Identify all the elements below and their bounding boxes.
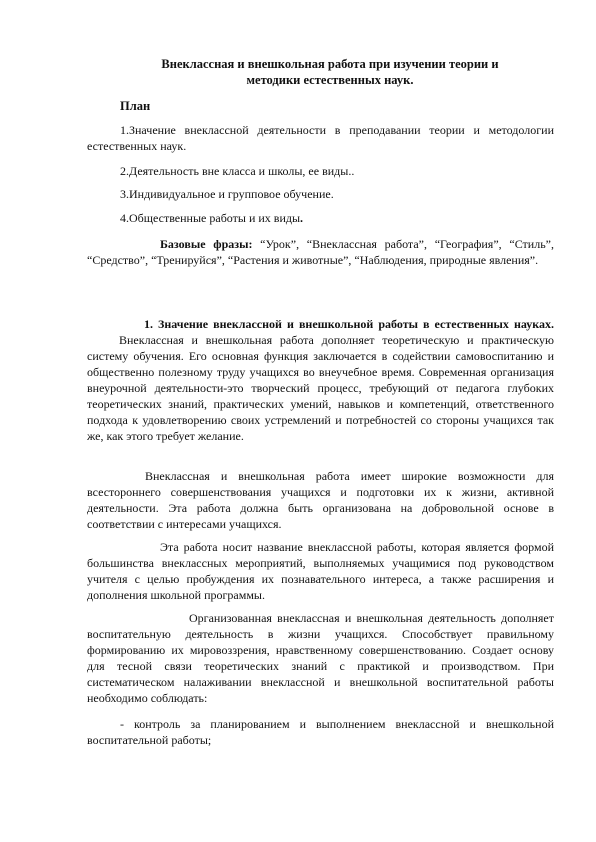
title-line-2: методики естественных наук. <box>246 73 414 87</box>
section-1-paragraph-2: Внеклассная и внешкольная работа имеет широкие возможности для всестороннего совершенствования учащихся и подготовки их к жизни, активной деятельности. Эта работа должна быть организована на добровольной основе в соответствии с интересами учащихся. <box>87 469 554 531</box>
section-1-intro <box>87 316 554 444</box>
key-phrases-text: “Урок”, “Внеклассная работа”, “География”, “Стиль”, “Средство”, “Тренируйся”, “Растения и животные”, “Наблюдения, природные явления”. <box>87 237 554 267</box>
plan-item-4 <box>87 210 554 226</box>
key-phrases <box>87 236 554 268</box>
key-phrases-label: Базовые фразы: <box>160 237 253 251</box>
section-1-paragraph-1: Внеклассная и внешкольная работа дополняет теоретическую и практическую систему обучения. Его основная функция заключается в содействии самовоспитанию и общественно полезному труду учащихся во внеучебное время. Современная организация внеурочной деятельности-это творческий процесс, требующий от педагога глубоких теоретических знаний, практических умений, навыков и компетенций, ответственного подхода к удовлетворению своих устремлений и потребностей со стороны учащихся так же, как этого требует желание. <box>87 333 554 443</box>
document-title <box>120 56 540 88</box>
plan-item-1: 1.Значение внеклассной деятельности в преподавании теории и методологии естественных наук. <box>87 123 554 153</box>
title-line-1: Внеклассная и внешкольная работа при изучении теории и <box>161 57 499 71</box>
plan-item-3: 3.Индивидуальное и групповое обучение. <box>120 187 334 201</box>
section-1-paragraph-5: - контроль за планированием и выполнением внеклассной и внешкольной воспитательной работы; <box>87 717 554 747</box>
section-1-heading: 1. Значение внеклассной и внешкольной работы в естественных науках. <box>144 317 554 331</box>
plan-item-2: 2.Деятельность вне класса и школы, ее виды.. <box>120 164 355 178</box>
section-1-paragraph-3: Эта работа носит название внеклассной работы, которая является формой большинства внеклассных мероприятий, выполняемых учащимися под руководством учителя с целью пробуждения их познавательного интереса, а также расширения и дополнения школьной программы. <box>87 540 554 602</box>
section-1-paragraph-4: Организованная внеклассная и внешкольная деятельность дополняет воспитательную деятельность в жизни учащихся. Способствует правильному формированию их мировоззрения, нравственному совершенствованию. Создает основу для тесной связи теоретических знаний с практикой и производством. При систематическом налаживании внеклассной и внешкольной воспитательной работы необходимо соблюдать: <box>87 611 554 705</box>
plan-item-4-text: 4.Общественные работы и их виды <box>120 211 301 225</box>
plan-item-4-dot: . <box>300 211 304 225</box>
plan-heading: План <box>120 99 151 113</box>
